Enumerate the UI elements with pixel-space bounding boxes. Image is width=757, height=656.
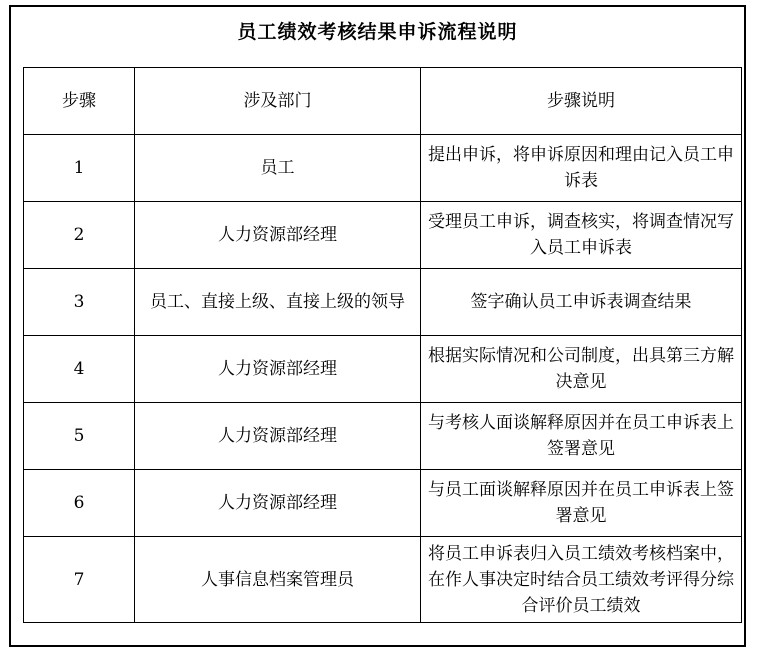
description-cell: 与员工面谈解释原因并在员工申诉表上签署意见: [421, 470, 742, 537]
department-cell: 人力资源部经理: [135, 336, 421, 403]
department-cell: 人力资源部经理: [135, 470, 421, 537]
table-row: [24, 202, 742, 269]
header-step: 步骤: [24, 68, 135, 135]
step-number: 2: [24, 202, 135, 269]
appeal-process-table: [23, 67, 742, 623]
department-cell: 员工、直接上级、直接上级的领导: [135, 269, 421, 336]
step-number: 5: [24, 403, 135, 470]
header-description: 步骤说明: [421, 68, 742, 135]
description-cell: 与考核人面谈解释原因并在员工申诉表上签署意见: [421, 403, 742, 470]
description-cell: 提出申诉，将申诉原因和理由记入员工申诉表: [421, 135, 742, 202]
step-number: 7: [24, 537, 135, 623]
step-number: 6: [24, 470, 135, 537]
table-row: [24, 537, 742, 623]
document-title: 员工绩效考核结果申诉流程说明: [237, 21, 518, 43]
department-cell: 人力资源部经理: [135, 403, 421, 470]
department-cell: 人事信息档案管理员: [135, 537, 421, 623]
header-department: 涉及部门: [135, 68, 421, 135]
description-cell: 签字确认员工申诉表调查结果: [421, 269, 742, 336]
table-row: [24, 269, 742, 336]
step-number: 4: [24, 336, 135, 403]
document-frame: [9, 5, 746, 647]
description-cell: 根据实际情况和公司制度，出具第三方解决意见: [421, 336, 742, 403]
table-row: [24, 336, 742, 403]
description-cell: 将员工申诉表归入员工绩效考核档案中，在作人事决定时结合员工绩效考评得分综合评价员工绩效: [421, 537, 742, 623]
department-cell: 员工: [135, 135, 421, 202]
description-cell: 受理员工申诉，调查核实，将调查情况写入员工申诉表: [421, 202, 742, 269]
table-row: [24, 470, 742, 537]
department-cell: 人力资源部经理: [135, 202, 421, 269]
table-row: [24, 135, 742, 202]
table-row: [24, 403, 742, 470]
table-header-row: [24, 68, 742, 135]
step-number: 3: [24, 269, 135, 336]
step-number: 1: [24, 135, 135, 202]
